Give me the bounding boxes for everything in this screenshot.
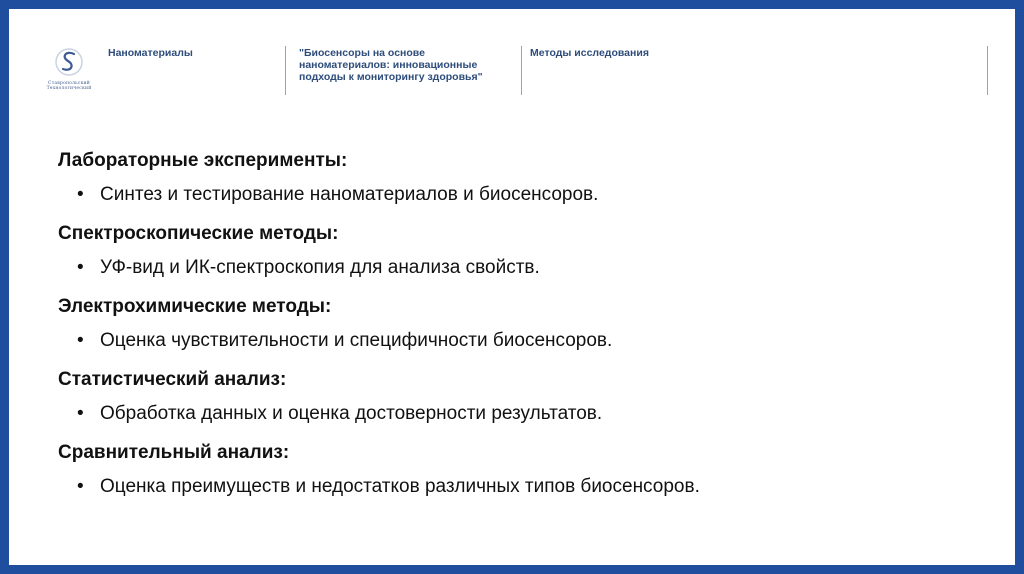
bullet-dot: •: [77, 330, 84, 351]
bullet-item: [58, 183, 978, 207]
nav-divider: [521, 46, 522, 95]
section-heading: Электрохимические методы:: [58, 296, 332, 317]
bullet-text: УФ-вид и ИК-спектроскопия для анализа свойств.: [100, 257, 540, 278]
section-heading: Сравнительный анализ:: [58, 442, 290, 463]
nav-divider: [987, 46, 988, 95]
logo-caption-line1: Ставропольский: [48, 81, 90, 86]
section-heading: Статистический анализ:: [58, 369, 287, 390]
logo-caption-line2: Технологический: [46, 86, 92, 91]
bullet-dot: •: [77, 403, 84, 424]
slide-content: [58, 149, 978, 514]
bullet-item: [58, 402, 978, 426]
bullet-text: Оценка чувствительности и специфичности биосенсоров.: [100, 330, 613, 351]
nav-item-topic-title[interactable]: "Биосенсоры на основе наноматериалов: инновационные подходы к мониторингу здоровья": [299, 47, 483, 83]
bullet-dot: •: [77, 184, 84, 205]
bullet-dot: •: [77, 476, 84, 497]
nav-item-nanomaterials[interactable]: Наноматериалы: [108, 47, 193, 59]
bullet-text: Синтез и тестирование наноматериалов и биосенсоров.: [100, 184, 599, 205]
nav-divider: [285, 46, 286, 95]
bullet-item: [58, 329, 978, 353]
logo-caption: [39, 81, 99, 91]
bullet-item: [58, 256, 978, 280]
nav-item-research-methods[interactable]: Методы исследования: [530, 47, 649, 59]
bullet-text: Обработка данных и оценка достоверности результатов.: [100, 403, 603, 424]
bullet-item: [58, 475, 978, 499]
bullet-dot: •: [77, 257, 84, 278]
section-heading: Спектроскопические методы:: [58, 223, 339, 244]
bullet-text: Оценка преимуществ и недостатков различных типов биосенсоров.: [100, 476, 700, 497]
section-heading: Лабораторные эксперименты:: [58, 150, 348, 171]
